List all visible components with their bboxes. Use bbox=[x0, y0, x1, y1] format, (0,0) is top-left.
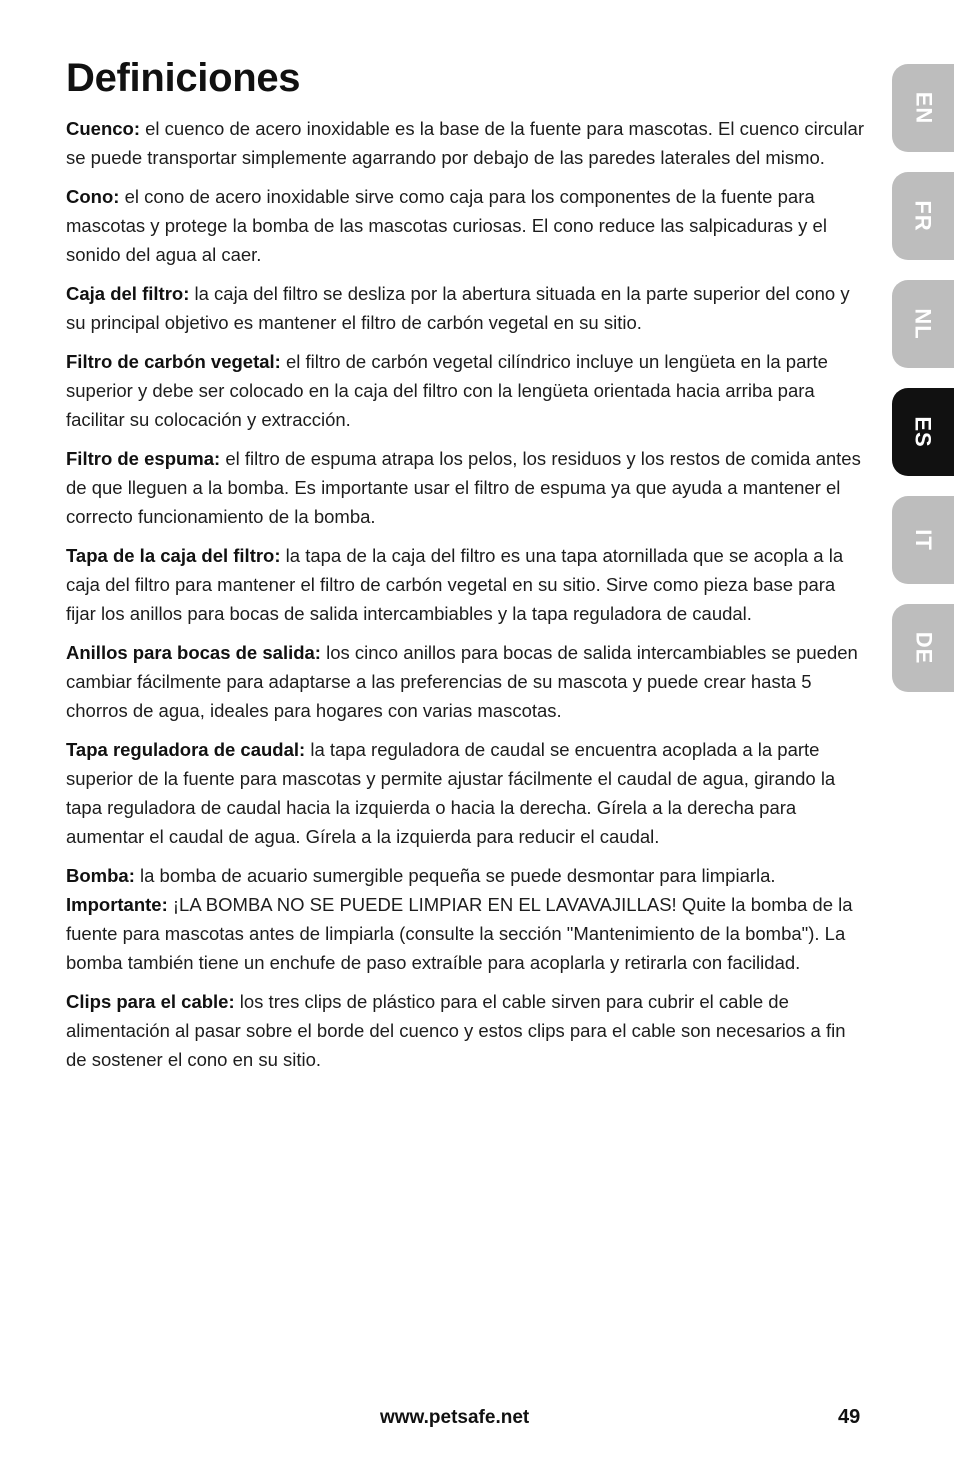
definition-text: los cinco anillos para bocas de salida intercambiables se pueden cambiar fácilmente para adaptarse a las preferencias de su mascota y puede crear hasta 5 chorros de agua, ideales para hogares con varias mascotas. bbox=[66, 642, 858, 721]
definition-text: la caja del filtro se desliza por la abertura situada en la parte superior del cono y su principal objetivo es mantener el filtro de carbón vegetal en su sitio. bbox=[66, 283, 850, 333]
language-tab-label: IT bbox=[911, 529, 936, 551]
page-title: Definiciones bbox=[66, 56, 301, 100]
definition-term: Tapa reguladora de caudal: bbox=[66, 739, 306, 760]
definitions-list bbox=[66, 114, 868, 1084]
definition-cono bbox=[66, 182, 868, 269]
language-tab-en[interactable] bbox=[892, 64, 954, 152]
definition-term: Bomba: bbox=[66, 865, 135, 886]
language-tab-es[interactable] bbox=[892, 388, 954, 476]
language-tab-fr[interactable] bbox=[892, 172, 954, 260]
definition-text-after: ¡LA BOMBA NO SE PUEDE LIMPIAR EN EL LAVAVAJILLAS! Quite la bomba de la fuente para mascotas antes de limpiarla (consulte la sección "Mantenimiento de la bomba"). La bomba también tiene un enchufe de paso extraíble para acoplarla y retirarla con facilidad. bbox=[66, 894, 853, 973]
definition-term: Caja del filtro: bbox=[66, 283, 190, 304]
language-tab-it[interactable] bbox=[892, 496, 954, 584]
definition-filtro-espuma bbox=[66, 444, 868, 531]
definition-term: Filtro de carbón vegetal: bbox=[66, 351, 281, 372]
definition-text: la tapa de la caja del filtro es una tapa atornillada que se acopla a la caja del filtro para mantener el filtro de carbón vegetal en su sitio. Sirve como pieza base para fijar los anillos para bocas de salida intercambiables y la tapa reguladora de caudal. bbox=[66, 545, 844, 624]
language-tab-label: FR bbox=[910, 200, 936, 232]
definition-text: el filtro de espuma atrapa los pelos, los residuos y los restos de comida antes de que lleguen a la bomba. Es importante usar el filtro de espuma ya que ayuda a mantener el correcto funcionamiento de la bomba. bbox=[66, 448, 861, 527]
definition-cuenco bbox=[66, 114, 868, 172]
definition-tapa-caja-filtro bbox=[66, 541, 868, 628]
footer-url[interactable]: www.petsafe.net bbox=[380, 1407, 530, 1428]
language-tab-de[interactable] bbox=[892, 604, 954, 692]
definition-anillos-bocas bbox=[66, 638, 868, 725]
important-label: Importante: bbox=[66, 894, 168, 915]
definition-term: Filtro de espuma: bbox=[66, 448, 221, 469]
language-tab-label: NL bbox=[910, 308, 936, 340]
language-tab-nl[interactable] bbox=[892, 280, 954, 368]
language-tab-label: DE bbox=[911, 631, 936, 665]
definition-filtro-carbon bbox=[66, 347, 868, 434]
definition-term: Tapa de la caja del filtro: bbox=[66, 545, 281, 566]
definition-text: el cuenco de acero inoxidable es la base de la fuente para mascotas. El cuenco circular se puede transportar simplemente agarrando por debajo de las paredes laterales del mismo. bbox=[66, 118, 864, 168]
language-tab-label: EN bbox=[911, 91, 936, 125]
definition-term: Anillos para bocas de salida: bbox=[66, 642, 321, 663]
language-tab-label: ES bbox=[910, 416, 936, 448]
page-number: 49 bbox=[838, 1406, 861, 1428]
definition-text: la bomba de acuario sumergible pequeña se puede desmontar para limpiarla. bbox=[134, 865, 776, 886]
definition-bomba bbox=[66, 861, 868, 977]
definition-term: Clips para el cable: bbox=[66, 991, 235, 1012]
definition-clips-cable bbox=[66, 987, 868, 1074]
definition-caja-del-filtro bbox=[66, 279, 868, 337]
language-tabs bbox=[892, 64, 954, 712]
definition-term: Cono: bbox=[66, 186, 120, 207]
definition-text: el cono de acero inoxidable sirve como caja para los componentes de la fuente para mascotas y protege la bomba de las mascotas curiosas. El cono reduce las salpicaduras y el sonido del agua al caer. bbox=[66, 186, 827, 265]
definition-tapa-reguladora bbox=[66, 735, 868, 851]
definition-text: la tapa reguladora de caudal se encuentra acoplada a la parte superior de la fuente para mascotas y permite ajustar fácilmente el caudal de agua, girando la tapa reguladora de caudal hacia la izquierda o hacia la derecha. Gírela a la derecha para aumentar el caudal de agua. Gírela a la izquierda para reducir el caudal. bbox=[66, 739, 836, 847]
definition-text: el filtro de carbón vegetal cilíndrico incluye un lengüeta en la parte superior y debe ser colocado en la caja del filtro con la lengüeta orientada hacia arriba para facilitar su colocación y extracción. bbox=[66, 351, 828, 430]
definition-text: los tres clips de plástico para el cable sirven para cubrir el cable de alimentación al pasar sobre el borde del cuenco y estos clips para el cable son necesarios a fin de sostener el cono en su sitio. bbox=[66, 991, 846, 1070]
definition-term: Cuenco: bbox=[66, 118, 140, 139]
